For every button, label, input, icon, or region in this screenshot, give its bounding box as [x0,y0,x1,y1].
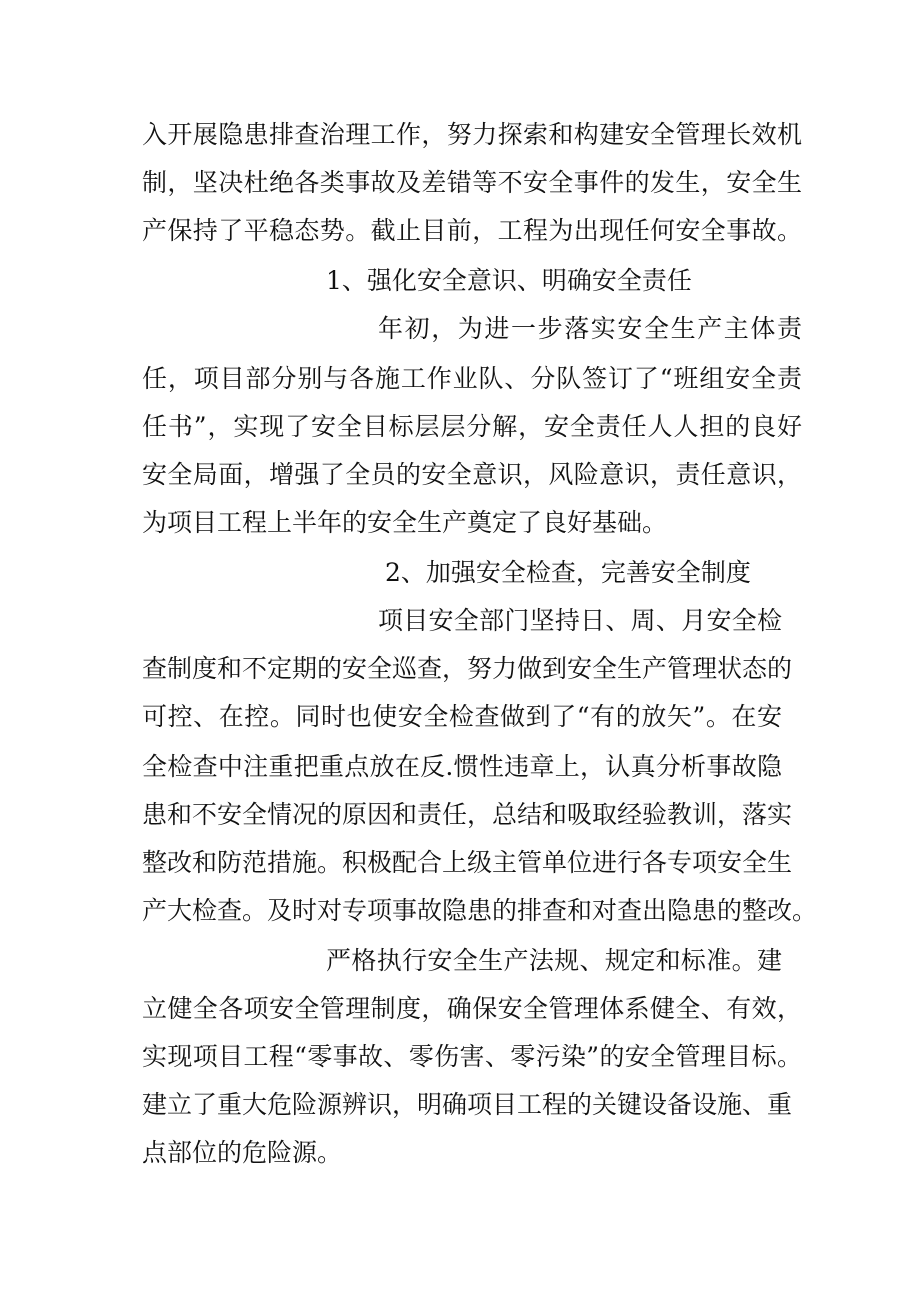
paragraph-line: 查制度和不定期的安全巡查，努力做到安全生产管理状态的 [142,654,793,683]
paragraph-line: 实现项目工程“零事故、零伤害、零污染”的安全管理目标。 [142,1042,802,1071]
paragraph-line: 整改和防范措施。积极配合上级主管单位进行各专项安全生 [142,848,793,877]
paragraph-line: 任书”，实现了安全目标层层分解，安全责任人人担的良好 [142,412,802,441]
paragraph-line: 全检查中注重把重点放在反.惯性违章上，认真分析事故隐 [142,752,782,781]
paragraph-line: 严格执行安全生产法规、规定和标准。建 [326,946,782,975]
paragraph-line: 产保持了平稳态势。截止目前，工程为出现任何安全事故。 [142,216,802,245]
section-heading: 1、强化安全意识、明确安全责任 [326,266,692,295]
paragraph-line: 建立了重大危险源辨识，明确项目工程的关键设备设施、重 [142,1090,793,1119]
paragraph-line: 项目安全部门坚持日、周、月安全检 [378,606,782,635]
paragraph-line: 制，坚决杜绝各类事故及差错等不安全事件的发生，安全生 [142,168,802,197]
paragraph-line: 安全局面，增强了全员的安全意识，风险意识，责任意识， [142,460,802,489]
paragraph-line: 可控、在控。同时也使安全检查做到了“有的放矢”。在安 [142,702,782,731]
paragraph-line: 年初，为进一步落实安全生产主体责 [378,314,802,343]
paragraph-line: 任，项目部分别与各施工作业队、分队签订了“班组安全责 [142,364,802,393]
paragraph-line: 产大检查。及时对专项事故隐患的排查和对查出隐患的整改。 [142,896,818,925]
section-heading: 2、加强安全检查，完善安全制度 [385,558,751,587]
paragraph-line: 入开展隐患排查治理工作，努力探索和构建安全管理长效机 [142,120,802,149]
paragraph-line: 立健全各项安全管理制度，确保安全管理体系健全、有效， [142,994,802,1023]
paragraph-line: 点部位的危险源。 [142,1138,343,1167]
paragraph-line: 为项目工程上半年的安全生产奠定了良好基础。 [142,508,668,537]
paragraph-line: 患和不安全情况的原因和责任，总结和吸取经验教训，落实 [142,800,793,829]
